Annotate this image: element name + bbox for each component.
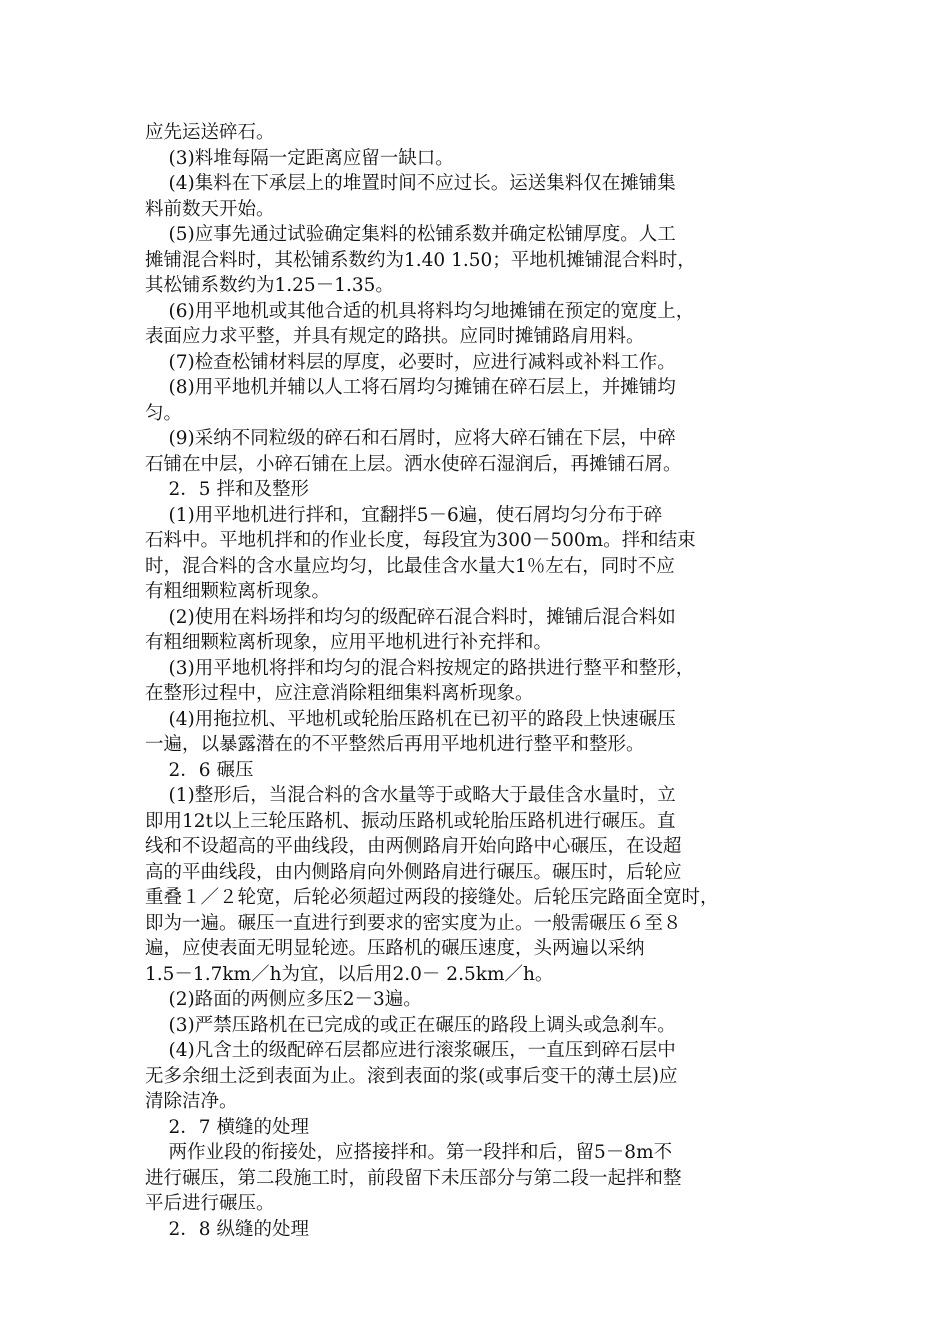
text-line: 遍，应使表面无明显轮迹。压路机的碾压速度，头两遍以采纳 — [145, 938, 645, 959]
text-line: (7)检查松铺材料层的厚度，必要时，应进行减料或补料工作。 — [145, 351, 676, 373]
text-line: 2．6 碾压 — [145, 759, 254, 781]
text-line: (2)路面的两侧应多压2－3遍。 — [145, 989, 422, 1010]
text-line: 1.5－1.7km／h为宜，以后用2.0－ 2.5km／h。 — [145, 963, 554, 985]
text-line: 石铺在中层，小碎石铺在上层。洒水使碎石湿润后，再摊铺石屑。 — [145, 453, 682, 475]
text-line: (3)料堆每隔一定距离应留一缺口。 — [145, 147, 454, 169]
text-line: 在整形过程中，应注意消除粗细集料离析现象。 — [145, 683, 534, 704]
text-line: 高的平曲线段，由内侧路肩向外侧路肩进行碾压。碾压时，后轮应 — [145, 861, 682, 883]
text-line: 有粗细颗粒离析现象。 — [145, 581, 331, 602]
text-line: 石料中。平地机拌和的作业长度，每段宜为300－500m。拌和结束 — [145, 530, 696, 551]
text-line: (8)用平地机并辅以人工将石屑均匀摊铺在碎石层上，并摊铺均 — [145, 377, 676, 398]
text-line: 应先运送碎石。 — [145, 122, 275, 143]
text-line: 其松铺系数约为1.25－1.35。 — [145, 275, 394, 296]
text-line: 两作业段的衔接处，应搭接拌和。第一段拌和后，留5－8m不 — [145, 1142, 673, 1163]
text-line: 即用12t以上三轮压路机、振动压路机或轮胎压路机进行碾压。直 — [145, 810, 676, 832]
text-line: (1)整形后，当混合料的含水量等于或略大于最佳含水量时，立 — [145, 785, 676, 806]
text-line: 一遍，以暴露潜在的不平整然后再用平地机进行整平和整形。 — [145, 734, 645, 755]
text-line: (3)严禁压路机在已完成的或正在碾压的路段上调头或急刹车。 — [145, 1014, 676, 1036]
text-line: (5)应事先通过试验确定集料的松铺系数并确定松铺厚度。人工 — [145, 224, 676, 245]
text-line: 摊铺混合料时，其松铺系数约为1.40 1.50；平地机摊铺混合料时， — [145, 249, 696, 271]
text-line: 即为一遍。碾压一直进行到要求的密实度为止。一般需碾压６至８ — [145, 912, 682, 934]
text-line: 2．7 横缝的处理 — [145, 1116, 309, 1138]
text-line: (3)用平地机将拌和均匀的混合料按规定的路拱进行整平和整形， — [145, 657, 695, 679]
text-line: 2．5 拌和及整形 — [145, 479, 309, 500]
text-line: 无多余细土泛到表面为止。滚到表面的浆(或事后变干的薄土层)应 — [145, 1065, 678, 1087]
text-line: (2)使用在料场拌和均匀的级配碎石混合料时，摊铺后混合料如 — [145, 606, 676, 628]
text-line: (4)集料在下承层上的堆置时间不应过长。运送集料仅在摊铺集 — [145, 173, 676, 194]
text-line: 料前数天开始。 — [145, 198, 275, 220]
text-line: 线和不设超高的平曲线段，由两侧路肩开始向路中心碾压，在设超 — [145, 836, 682, 857]
text-line: (6)用平地机或其他合适的机具将料均匀地摊铺在预定的宽度上， — [145, 300, 695, 322]
text-line: 有粗细颗粒离析现象，应用平地机进行补充拌和。 — [145, 632, 553, 653]
text-line: 重叠１／２轮宽，后轮必须超过两段的接缝处。后轮压完路面全宽时， — [145, 887, 719, 908]
text-line: 2．8 纵缝的处理 — [145, 1218, 309, 1240]
text-line: (4)用拖拉机、平地机或轮胎压路机在已初平的路段上快速碾压 — [145, 708, 676, 730]
text-line: 匀。 — [145, 402, 183, 424]
document-body — [145, 120, 815, 1242]
text-line: 表面应力求平整，并具有规定的路拱。应同时摊铺路肩用料。 — [145, 326, 645, 347]
text-line: 清除洁净。 — [145, 1091, 238, 1112]
text-line: (9)采纳不同粒级的碎石和石屑时，应将大碎石铺在下层，中碎 — [145, 428, 676, 449]
text-line: 时，混合料的含水量应均匀，比最佳含水量大1％左右，同时不应 — [145, 555, 675, 577]
text-line: (1)用平地机进行拌和，宜翻拌5－6遍，使石屑均匀分布于碎 — [145, 504, 663, 526]
text-line: 平后进行碾压。 — [145, 1193, 275, 1214]
text-line: 进行碾压，第二段施工时，前段留下未压部分与第二段一起拌和整 — [145, 1167, 682, 1189]
text-line: (4)凡含土的级配碎石层都应进行滚浆碾压，一直压到碎石层中 — [145, 1040, 676, 1061]
